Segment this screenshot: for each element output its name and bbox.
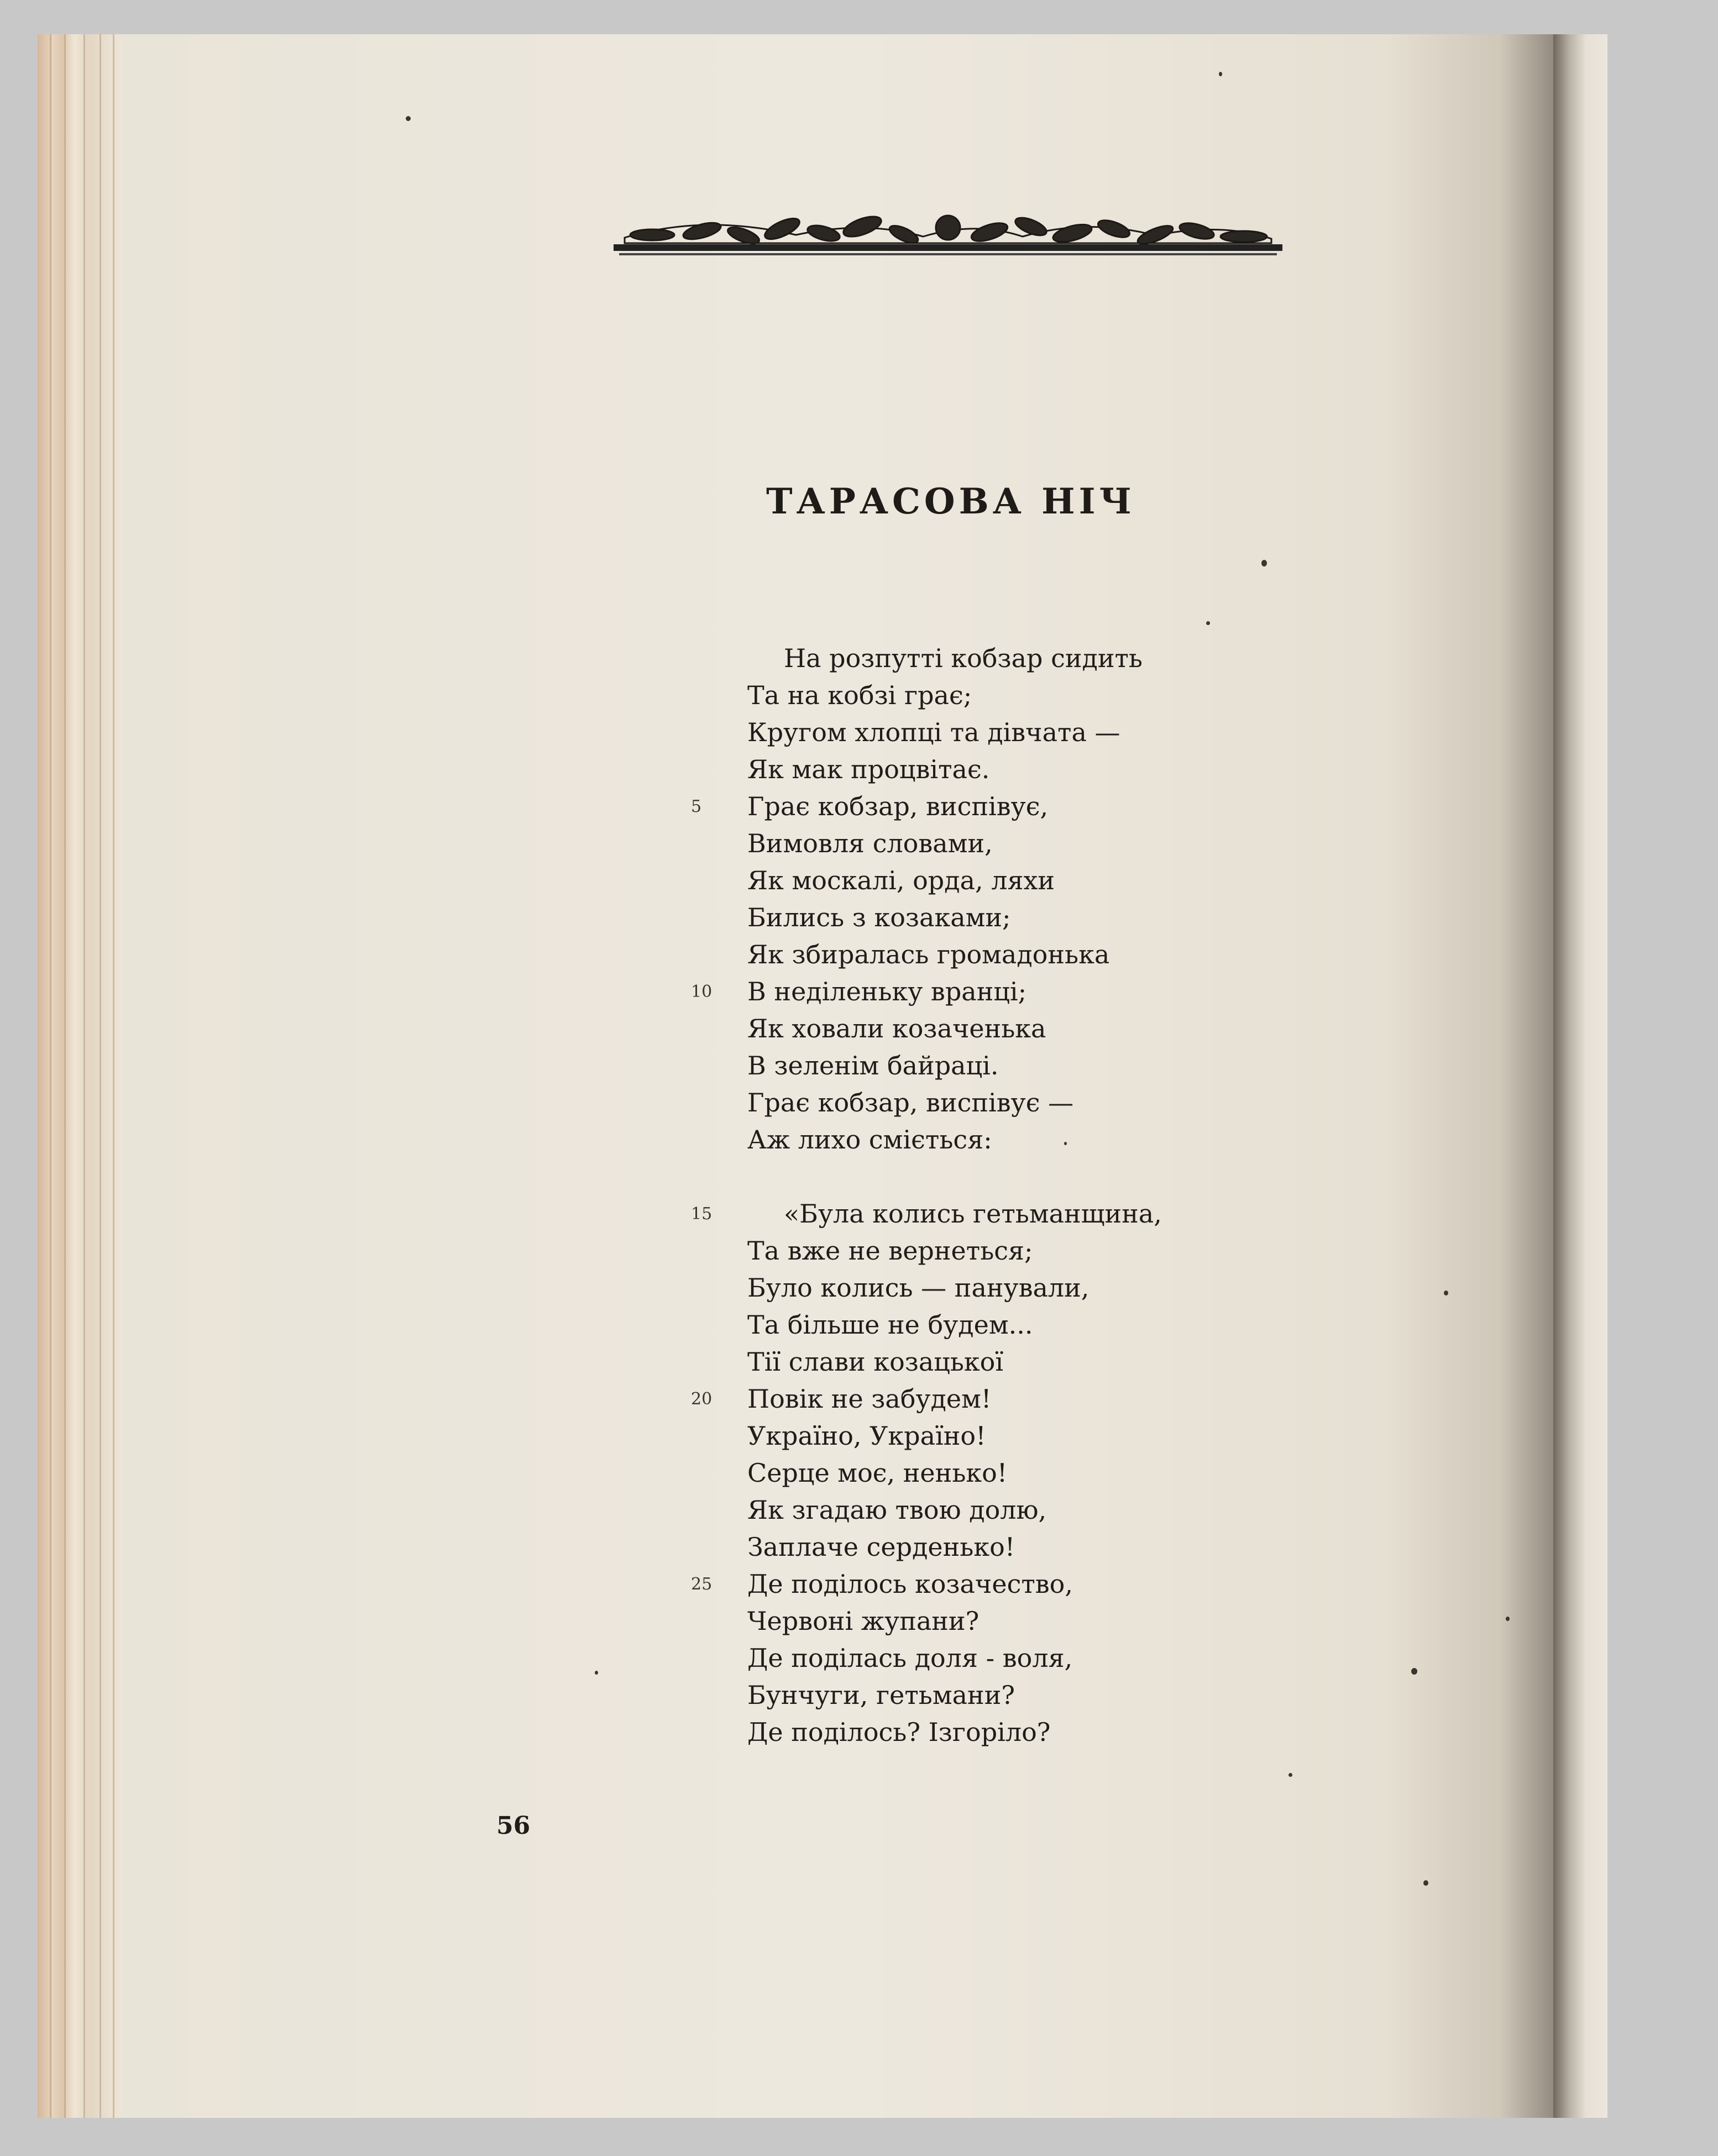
line-text: Та більше не будем... [747, 1310, 1033, 1340]
paper-speck [1206, 621, 1210, 625]
poem-line [747, 714, 1245, 751]
line-number: 20 [691, 1389, 713, 1409]
poem-line [747, 1084, 1245, 1121]
line-text: В неділеньку вранці; [747, 977, 1027, 1006]
line-text: Як ховали козаченька [747, 1014, 1046, 1043]
poem-line [747, 1492, 1245, 1529]
poem-line [691, 973, 1245, 1010]
poem-line [747, 1418, 1245, 1455]
page-number: 56 [496, 1812, 531, 1840]
poem-line [747, 899, 1245, 936]
paper-speck [1064, 1142, 1067, 1145]
poem-line [747, 1270, 1245, 1307]
line-text: Де поділась доля - воля, [747, 1643, 1073, 1673]
line-number: 10 [691, 982, 713, 1001]
poem-body [691, 640, 1245, 1751]
poem-line [747, 751, 1245, 788]
paper-speck [1444, 1291, 1448, 1295]
poem-line [747, 640, 1245, 677]
line-text: Аж лихо сміється: [747, 1125, 992, 1155]
line-text: Заплаче серденько! [747, 1532, 1015, 1562]
poem-line [747, 1714, 1245, 1751]
poem-line [747, 825, 1245, 862]
line-number: 15 [691, 1204, 713, 1224]
paper-speck [1423, 1880, 1428, 1886]
line-text: Як згадаю твою долю, [747, 1495, 1047, 1525]
line-text: Де поділось? Ізгоріло? [747, 1717, 1051, 1747]
line-text: Було колись — панували, [747, 1273, 1090, 1303]
poem-line [747, 1677, 1245, 1714]
poem-line [747, 1047, 1245, 1084]
line-text: Та на кобзі грає; [747, 680, 972, 710]
paper-speck [1411, 1668, 1417, 1675]
paper-speck [595, 1671, 598, 1675]
stanza [691, 640, 1245, 1158]
poem-line [691, 1381, 1245, 1418]
poem-line [747, 1307, 1245, 1344]
book-gutter [1553, 34, 1607, 2118]
line-number: 25 [691, 1575, 713, 1594]
line-text: Як мак процвітає. [747, 754, 990, 784]
line-text: Кругом хлопці та дівчата — [747, 717, 1120, 747]
poem-line [747, 936, 1245, 973]
line-text: Україно, Україно! [747, 1421, 986, 1451]
paper-speck [1506, 1617, 1510, 1621]
paper-speck [406, 116, 411, 121]
paper-speck [1219, 72, 1222, 76]
line-text: Як москалі, орда, ляхи [747, 865, 1055, 895]
poem-line [747, 862, 1245, 899]
line-text: Бунчуги, гетьмани? [747, 1680, 1015, 1710]
line-text: В зеленім байраці. [747, 1051, 999, 1080]
paper-speck [1288, 1773, 1292, 1777]
poem-line [747, 1121, 1245, 1158]
poem-line [747, 677, 1245, 714]
line-text: Бились з козаками; [747, 903, 1011, 932]
laurel-vignette-icon [614, 204, 1282, 265]
line-text: «Була колись гетьманщина, [784, 1199, 1162, 1229]
poem-line [691, 1195, 1245, 1232]
poem-line [747, 1010, 1245, 1047]
paper-speck [1261, 560, 1267, 566]
poem-line [691, 1566, 1245, 1603]
line-text: Грає кобзар, виспівує, [747, 791, 1049, 821]
stanza [691, 1195, 1245, 1751]
poem-line [747, 1455, 1245, 1492]
line-text: Як збиралась громадонька [747, 940, 1110, 969]
poem-line [747, 1529, 1245, 1566]
line-text: Червоні жупани? [747, 1606, 980, 1636]
poem-line [747, 1344, 1245, 1381]
line-text: Тії слави козацької [747, 1347, 1004, 1377]
poem-title: ТАРАСОВА НІЧ [766, 481, 1136, 522]
line-text: Серце моє, ненько! [747, 1458, 1008, 1488]
line-text: Та вже не вернеться; [747, 1236, 1033, 1266]
line-text: На розпутті кобзар сидить [784, 643, 1143, 673]
line-text: Де поділось козачество, [747, 1569, 1073, 1599]
line-text: Грає кобзар, виспівує — [747, 1088, 1074, 1118]
line-text: Повік не забудем! [747, 1384, 992, 1414]
poem-line [691, 788, 1245, 825]
line-number: 5 [691, 797, 702, 816]
poem-line [747, 1232, 1245, 1270]
poem-line [747, 1640, 1245, 1677]
page-edges [38, 34, 121, 2118]
line-text: Вимовля словами, [747, 828, 993, 858]
poem-line [747, 1603, 1245, 1640]
